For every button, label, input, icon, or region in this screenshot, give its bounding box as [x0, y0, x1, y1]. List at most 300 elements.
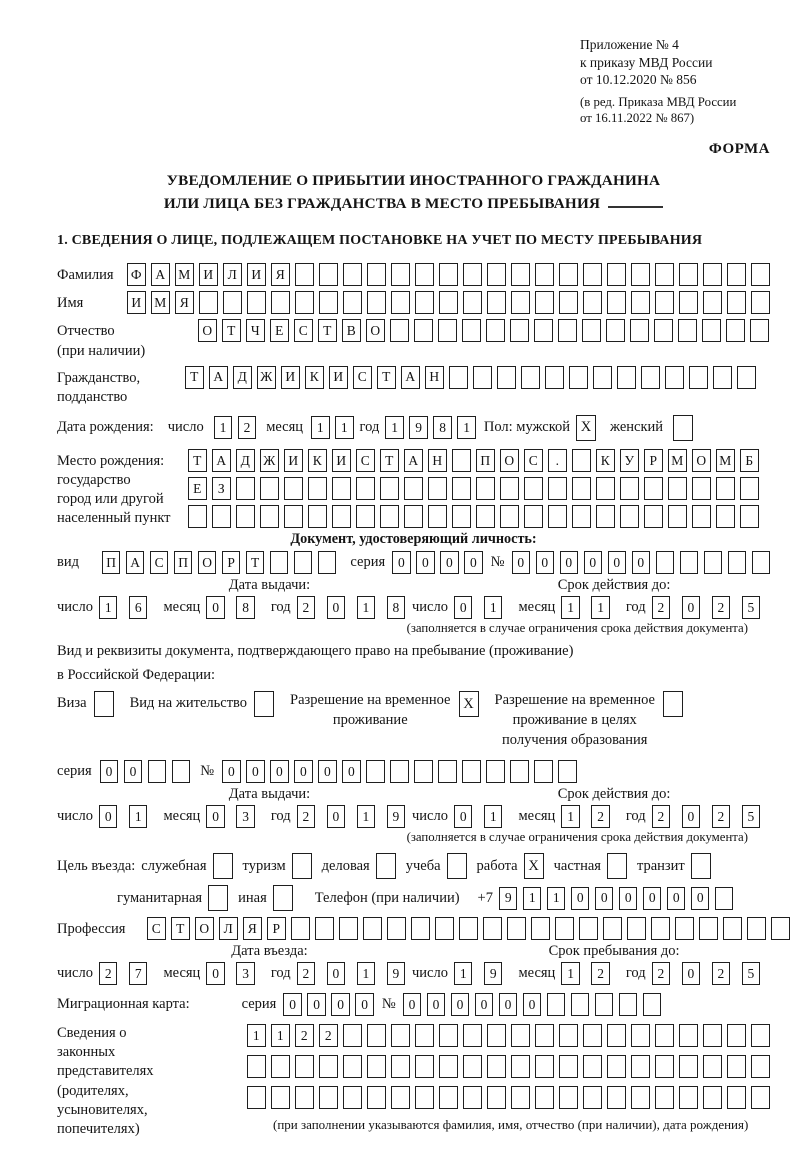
- char-cell[interactable]: [534, 760, 553, 783]
- char-cell[interactable]: 0: [682, 962, 701, 985]
- char-cell[interactable]: [473, 366, 492, 389]
- char-cell[interactable]: [535, 263, 554, 286]
- char-cell[interactable]: [524, 505, 543, 528]
- char-cell[interactable]: [486, 760, 505, 783]
- char-cell[interactable]: [487, 1086, 506, 1109]
- char-cell[interactable]: [747, 917, 766, 940]
- char-cell[interactable]: [703, 1024, 722, 1047]
- char-cell[interactable]: [596, 505, 615, 528]
- char-cell[interactable]: [500, 505, 519, 528]
- char-cell[interactable]: [627, 917, 646, 940]
- char-cell[interactable]: 0: [667, 887, 686, 910]
- char-cell[interactable]: 0: [403, 993, 422, 1016]
- char-cell[interactable]: [510, 319, 529, 342]
- char-cell[interactable]: 2: [591, 962, 610, 985]
- char-cell[interactable]: 3: [236, 962, 255, 985]
- char-cell[interactable]: Н: [428, 449, 447, 472]
- char-cell[interactable]: [483, 917, 502, 940]
- char-cell[interactable]: [510, 760, 529, 783]
- char-cell[interactable]: [558, 319, 577, 342]
- char-cell[interactable]: [675, 917, 694, 940]
- char-cell[interactable]: [521, 366, 540, 389]
- char-cell[interactable]: [414, 760, 433, 783]
- char-cell[interactable]: [583, 263, 602, 286]
- char-cell[interactable]: [260, 477, 279, 500]
- char-cell[interactable]: 0: [595, 887, 614, 910]
- char-cell[interactable]: Я: [271, 263, 290, 286]
- char-cell[interactable]: [727, 1055, 746, 1078]
- char-cell[interactable]: [619, 993, 638, 1016]
- char-cell[interactable]: О: [198, 319, 217, 342]
- char-cell[interactable]: Т: [188, 449, 207, 472]
- char-cell[interactable]: 0: [682, 596, 701, 619]
- char-cell[interactable]: Т: [222, 319, 241, 342]
- char-cell[interactable]: [343, 1024, 362, 1047]
- char-cell[interactable]: 1: [311, 416, 330, 439]
- char-cell[interactable]: [641, 366, 660, 389]
- char-cell[interactable]: [404, 505, 423, 528]
- male-checkbox[interactable]: X: [576, 415, 596, 441]
- char-cell[interactable]: [607, 1024, 626, 1047]
- char-cell[interactable]: [723, 917, 742, 940]
- char-cell[interactable]: С: [524, 449, 543, 472]
- char-cell[interactable]: А: [401, 366, 420, 389]
- char-cell[interactable]: [294, 551, 313, 574]
- char-cell[interactable]: [415, 1086, 434, 1109]
- char-cell[interactable]: [644, 477, 663, 500]
- char-cell[interactable]: 2: [319, 1024, 338, 1047]
- char-cell[interactable]: [487, 263, 506, 286]
- char-cell[interactable]: 0: [392, 551, 411, 574]
- char-cell[interactable]: [644, 505, 663, 528]
- char-cell[interactable]: [247, 291, 266, 314]
- char-cell[interactable]: З: [212, 477, 231, 500]
- char-cell[interactable]: 9: [409, 416, 428, 439]
- char-cell[interactable]: В: [342, 319, 361, 342]
- char-cell[interactable]: А: [126, 551, 145, 574]
- char-cell[interactable]: [750, 319, 769, 342]
- private-checkbox[interactable]: [607, 853, 627, 879]
- char-cell[interactable]: [727, 1086, 746, 1109]
- char-cell[interactable]: [607, 263, 626, 286]
- char-cell[interactable]: 1: [547, 887, 566, 910]
- char-cell[interactable]: [367, 1024, 386, 1047]
- char-cell[interactable]: 0: [327, 962, 346, 985]
- char-cell[interactable]: [692, 477, 711, 500]
- char-cell[interactable]: [367, 1086, 386, 1109]
- char-cell[interactable]: [463, 1055, 482, 1078]
- char-cell[interactable]: К: [596, 449, 615, 472]
- char-cell[interactable]: К: [308, 449, 327, 472]
- char-cell[interactable]: [318, 551, 337, 574]
- char-cell[interactable]: [343, 263, 362, 286]
- char-cell[interactable]: 9: [387, 805, 406, 828]
- char-cell[interactable]: [607, 291, 626, 314]
- char-cell[interactable]: [569, 366, 588, 389]
- char-cell[interactable]: [332, 505, 351, 528]
- char-cell[interactable]: [343, 291, 362, 314]
- char-cell[interactable]: 0: [206, 805, 225, 828]
- char-cell[interactable]: [679, 1024, 698, 1047]
- char-cell[interactable]: 2: [712, 962, 731, 985]
- char-cell[interactable]: [752, 551, 771, 574]
- char-cell[interactable]: [500, 477, 519, 500]
- char-cell[interactable]: 0: [454, 805, 473, 828]
- char-cell[interactable]: Б: [740, 449, 759, 472]
- char-cell[interactable]: [319, 291, 338, 314]
- char-cell[interactable]: [620, 477, 639, 500]
- char-cell[interactable]: М: [716, 449, 735, 472]
- char-cell[interactable]: 2: [652, 962, 671, 985]
- char-cell[interactable]: 2: [238, 416, 257, 439]
- char-cell[interactable]: 7: [129, 962, 148, 985]
- char-cell[interactable]: [713, 366, 732, 389]
- char-cell[interactable]: 0: [464, 551, 483, 574]
- char-cell[interactable]: [271, 1086, 290, 1109]
- char-cell[interactable]: [497, 366, 516, 389]
- char-cell[interactable]: 0: [100, 760, 119, 783]
- char-cell[interactable]: [487, 1055, 506, 1078]
- char-cell[interactable]: Л: [219, 917, 238, 940]
- char-cell[interactable]: [651, 917, 670, 940]
- char-cell[interactable]: 0: [536, 551, 555, 574]
- char-cell[interactable]: [367, 291, 386, 314]
- char-cell[interactable]: [380, 505, 399, 528]
- temp-residence-checkbox[interactable]: X: [459, 691, 479, 717]
- char-cell[interactable]: [438, 760, 457, 783]
- char-cell[interactable]: 1: [129, 805, 148, 828]
- char-cell[interactable]: 1: [214, 416, 233, 439]
- char-cell[interactable]: [728, 551, 747, 574]
- char-cell[interactable]: 1: [591, 596, 610, 619]
- char-cell[interactable]: 0: [294, 760, 313, 783]
- char-cell[interactable]: 0: [206, 962, 225, 985]
- char-cell[interactable]: И: [281, 366, 300, 389]
- char-cell[interactable]: Я: [243, 917, 262, 940]
- char-cell[interactable]: С: [353, 366, 372, 389]
- char-cell[interactable]: А: [404, 449, 423, 472]
- char-cell[interactable]: [572, 449, 591, 472]
- char-cell[interactable]: 1: [484, 805, 503, 828]
- char-cell[interactable]: [703, 263, 722, 286]
- char-cell[interactable]: [212, 505, 231, 528]
- char-cell[interactable]: [391, 263, 410, 286]
- char-cell[interactable]: [702, 319, 721, 342]
- char-cell[interactable]: [449, 366, 468, 389]
- char-cell[interactable]: М: [175, 263, 194, 286]
- char-cell[interactable]: [583, 291, 602, 314]
- char-cell[interactable]: [716, 477, 735, 500]
- char-cell[interactable]: [535, 291, 554, 314]
- char-cell[interactable]: [356, 505, 375, 528]
- char-cell[interactable]: [548, 505, 567, 528]
- char-cell[interactable]: [511, 263, 530, 286]
- char-cell[interactable]: 3: [236, 805, 255, 828]
- char-cell[interactable]: [727, 1024, 746, 1047]
- char-cell[interactable]: [260, 505, 279, 528]
- char-cell[interactable]: С: [147, 917, 166, 940]
- char-cell[interactable]: 1: [523, 887, 542, 910]
- char-cell[interactable]: [463, 291, 482, 314]
- char-cell[interactable]: 2: [712, 805, 731, 828]
- char-cell[interactable]: [607, 1055, 626, 1078]
- tourism-checkbox[interactable]: [292, 853, 312, 879]
- char-cell[interactable]: Р: [267, 917, 286, 940]
- char-cell[interactable]: [438, 319, 457, 342]
- char-cell[interactable]: [716, 505, 735, 528]
- char-cell[interactable]: [452, 477, 471, 500]
- char-cell[interactable]: [411, 917, 430, 940]
- char-cell[interactable]: [380, 477, 399, 500]
- char-cell[interactable]: [390, 760, 409, 783]
- char-cell[interactable]: 1: [561, 805, 580, 828]
- char-cell[interactable]: [559, 291, 578, 314]
- char-cell[interactable]: Е: [188, 477, 207, 500]
- business-checkbox[interactable]: [376, 853, 396, 879]
- humanitarian-checkbox[interactable]: [208, 885, 228, 911]
- char-cell[interactable]: [507, 917, 526, 940]
- char-cell[interactable]: 1: [561, 962, 580, 985]
- char-cell[interactable]: [435, 917, 454, 940]
- char-cell[interactable]: [631, 1086, 650, 1109]
- temp-residence-education-checkbox[interactable]: [663, 691, 683, 717]
- char-cell[interactable]: 5: [742, 962, 761, 985]
- char-cell[interactable]: 0: [327, 596, 346, 619]
- char-cell[interactable]: [703, 1055, 722, 1078]
- female-checkbox[interactable]: [673, 415, 693, 441]
- char-cell[interactable]: [559, 263, 578, 286]
- char-cell[interactable]: [726, 319, 745, 342]
- char-cell[interactable]: [572, 477, 591, 500]
- study-checkbox[interactable]: [447, 853, 467, 879]
- char-cell[interactable]: [727, 263, 746, 286]
- char-cell[interactable]: 0: [475, 993, 494, 1016]
- char-cell[interactable]: [535, 1055, 554, 1078]
- char-cell[interactable]: [366, 760, 385, 783]
- char-cell[interactable]: 1: [357, 962, 376, 985]
- char-cell[interactable]: 0: [283, 993, 302, 1016]
- char-cell[interactable]: [487, 291, 506, 314]
- char-cell[interactable]: [679, 291, 698, 314]
- char-cell[interactable]: 0: [643, 887, 662, 910]
- char-cell[interactable]: [414, 319, 433, 342]
- char-cell[interactable]: О: [692, 449, 711, 472]
- char-cell[interactable]: 0: [619, 887, 638, 910]
- char-cell[interactable]: [689, 366, 708, 389]
- char-cell[interactable]: [319, 1086, 338, 1109]
- char-cell[interactable]: [679, 1086, 698, 1109]
- char-cell[interactable]: [356, 477, 375, 500]
- char-cell[interactable]: 0: [342, 760, 361, 783]
- char-cell[interactable]: [319, 1055, 338, 1078]
- char-cell[interactable]: 1: [454, 962, 473, 985]
- char-cell[interactable]: 0: [270, 760, 289, 783]
- char-cell[interactable]: П: [102, 551, 121, 574]
- char-cell[interactable]: 1: [357, 805, 376, 828]
- char-cell[interactable]: [295, 263, 314, 286]
- char-cell[interactable]: 2: [99, 962, 118, 985]
- char-cell[interactable]: [656, 551, 675, 574]
- char-cell[interactable]: 0: [632, 551, 651, 574]
- char-cell[interactable]: 0: [512, 551, 531, 574]
- char-cell[interactable]: [668, 477, 687, 500]
- char-cell[interactable]: 0: [327, 805, 346, 828]
- char-cell[interactable]: И: [199, 263, 218, 286]
- char-cell[interactable]: [308, 477, 327, 500]
- char-cell[interactable]: [511, 291, 530, 314]
- char-cell[interactable]: 1: [271, 1024, 290, 1047]
- char-cell[interactable]: А: [151, 263, 170, 286]
- char-cell[interactable]: 2: [297, 805, 316, 828]
- char-cell[interactable]: [511, 1086, 530, 1109]
- char-cell[interactable]: [459, 917, 478, 940]
- char-cell[interactable]: [680, 551, 699, 574]
- char-cell[interactable]: [771, 917, 790, 940]
- char-cell[interactable]: Р: [222, 551, 241, 574]
- char-cell[interactable]: 1: [357, 596, 376, 619]
- char-cell[interactable]: [740, 477, 759, 500]
- char-cell[interactable]: И: [329, 366, 348, 389]
- char-cell[interactable]: [439, 263, 458, 286]
- char-cell[interactable]: [415, 263, 434, 286]
- char-cell[interactable]: 2: [297, 962, 316, 985]
- char-cell[interactable]: [462, 319, 481, 342]
- char-cell[interactable]: [284, 477, 303, 500]
- char-cell[interactable]: 0: [440, 551, 459, 574]
- char-cell[interactable]: [559, 1055, 578, 1078]
- char-cell[interactable]: [655, 1024, 674, 1047]
- char-cell[interactable]: 0: [318, 760, 337, 783]
- char-cell[interactable]: [606, 319, 625, 342]
- char-cell[interactable]: [462, 760, 481, 783]
- char-cell[interactable]: [295, 1086, 314, 1109]
- char-cell[interactable]: 1: [561, 596, 580, 619]
- char-cell[interactable]: 2: [591, 805, 610, 828]
- char-cell[interactable]: 8: [387, 596, 406, 619]
- char-cell[interactable]: [367, 1055, 386, 1078]
- char-cell[interactable]: 9: [499, 887, 518, 910]
- char-cell[interactable]: 0: [124, 760, 143, 783]
- char-cell[interactable]: [715, 887, 734, 910]
- char-cell[interactable]: [572, 505, 591, 528]
- char-cell[interactable]: [291, 917, 310, 940]
- char-cell[interactable]: [284, 505, 303, 528]
- char-cell[interactable]: С: [150, 551, 169, 574]
- char-cell[interactable]: [607, 1086, 626, 1109]
- char-cell[interactable]: [308, 505, 327, 528]
- char-cell[interactable]: 2: [712, 596, 731, 619]
- char-cell[interactable]: [271, 291, 290, 314]
- char-cell[interactable]: Я: [175, 291, 194, 314]
- char-cell[interactable]: Д: [236, 449, 255, 472]
- char-cell[interactable]: [391, 1086, 410, 1109]
- char-cell[interactable]: [511, 1024, 530, 1047]
- char-cell[interactable]: [415, 291, 434, 314]
- char-cell[interactable]: [271, 1055, 290, 1078]
- char-cell[interactable]: [545, 366, 564, 389]
- char-cell[interactable]: [603, 917, 622, 940]
- char-cell[interactable]: [387, 917, 406, 940]
- char-cell[interactable]: [699, 917, 718, 940]
- char-cell[interactable]: [404, 477, 423, 500]
- char-cell[interactable]: [655, 1055, 674, 1078]
- char-cell[interactable]: [571, 993, 590, 1016]
- char-cell[interactable]: [582, 319, 601, 342]
- char-cell[interactable]: Т: [171, 917, 190, 940]
- char-cell[interactable]: [390, 319, 409, 342]
- char-cell[interactable]: [247, 1055, 266, 1078]
- char-cell[interactable]: 0: [454, 596, 473, 619]
- char-cell[interactable]: 5: [742, 596, 761, 619]
- char-cell[interactable]: И: [247, 263, 266, 286]
- char-cell[interactable]: [643, 993, 662, 1016]
- char-cell[interactable]: 0: [682, 805, 701, 828]
- char-cell[interactable]: [391, 1024, 410, 1047]
- char-cell[interactable]: Л: [223, 263, 242, 286]
- char-cell[interactable]: [531, 917, 550, 940]
- char-cell[interactable]: [524, 477, 543, 500]
- char-cell[interactable]: [548, 477, 567, 500]
- residence-permit-checkbox[interactable]: [254, 691, 274, 717]
- char-cell[interactable]: [188, 505, 207, 528]
- char-cell[interactable]: 5: [742, 805, 761, 828]
- char-cell[interactable]: [579, 917, 598, 940]
- char-cell[interactable]: [315, 917, 334, 940]
- char-cell[interactable]: 0: [608, 551, 627, 574]
- other-purpose-checkbox[interactable]: [273, 885, 293, 911]
- char-cell[interactable]: О: [195, 917, 214, 940]
- char-cell[interactable]: [727, 291, 746, 314]
- char-cell[interactable]: [665, 366, 684, 389]
- char-cell[interactable]: [486, 319, 505, 342]
- char-cell[interactable]: [654, 319, 673, 342]
- char-cell[interactable]: 0: [307, 993, 326, 1016]
- char-cell[interactable]: 9: [387, 962, 406, 985]
- char-cell[interactable]: [319, 263, 338, 286]
- char-cell[interactable]: М: [668, 449, 687, 472]
- char-cell[interactable]: Д: [233, 366, 252, 389]
- char-cell[interactable]: П: [476, 449, 495, 472]
- char-cell[interactable]: Н: [425, 366, 444, 389]
- char-cell[interactable]: 0: [560, 551, 579, 574]
- char-cell[interactable]: [655, 1086, 674, 1109]
- char-cell[interactable]: С: [294, 319, 313, 342]
- char-cell[interactable]: [172, 760, 191, 783]
- char-cell[interactable]: [679, 263, 698, 286]
- char-cell[interactable]: С: [356, 449, 375, 472]
- char-cell[interactable]: 0: [691, 887, 710, 910]
- char-cell[interactable]: 0: [416, 551, 435, 574]
- char-cell[interactable]: .: [548, 449, 567, 472]
- char-cell[interactable]: М: [151, 291, 170, 314]
- char-cell[interactable]: 2: [652, 596, 671, 619]
- char-cell[interactable]: О: [198, 551, 217, 574]
- char-cell[interactable]: [439, 1055, 458, 1078]
- char-cell[interactable]: [511, 1055, 530, 1078]
- char-cell[interactable]: [295, 291, 314, 314]
- char-cell[interactable]: [452, 505, 471, 528]
- char-cell[interactable]: 1: [247, 1024, 266, 1047]
- char-cell[interactable]: [428, 505, 447, 528]
- char-cell[interactable]: 2: [295, 1024, 314, 1047]
- char-cell[interactable]: [617, 366, 636, 389]
- char-cell[interactable]: [452, 449, 471, 472]
- char-cell[interactable]: [631, 1055, 650, 1078]
- char-cell[interactable]: 0: [451, 993, 470, 1016]
- char-cell[interactable]: [679, 1055, 698, 1078]
- char-cell[interactable]: [148, 760, 167, 783]
- char-cell[interactable]: [428, 477, 447, 500]
